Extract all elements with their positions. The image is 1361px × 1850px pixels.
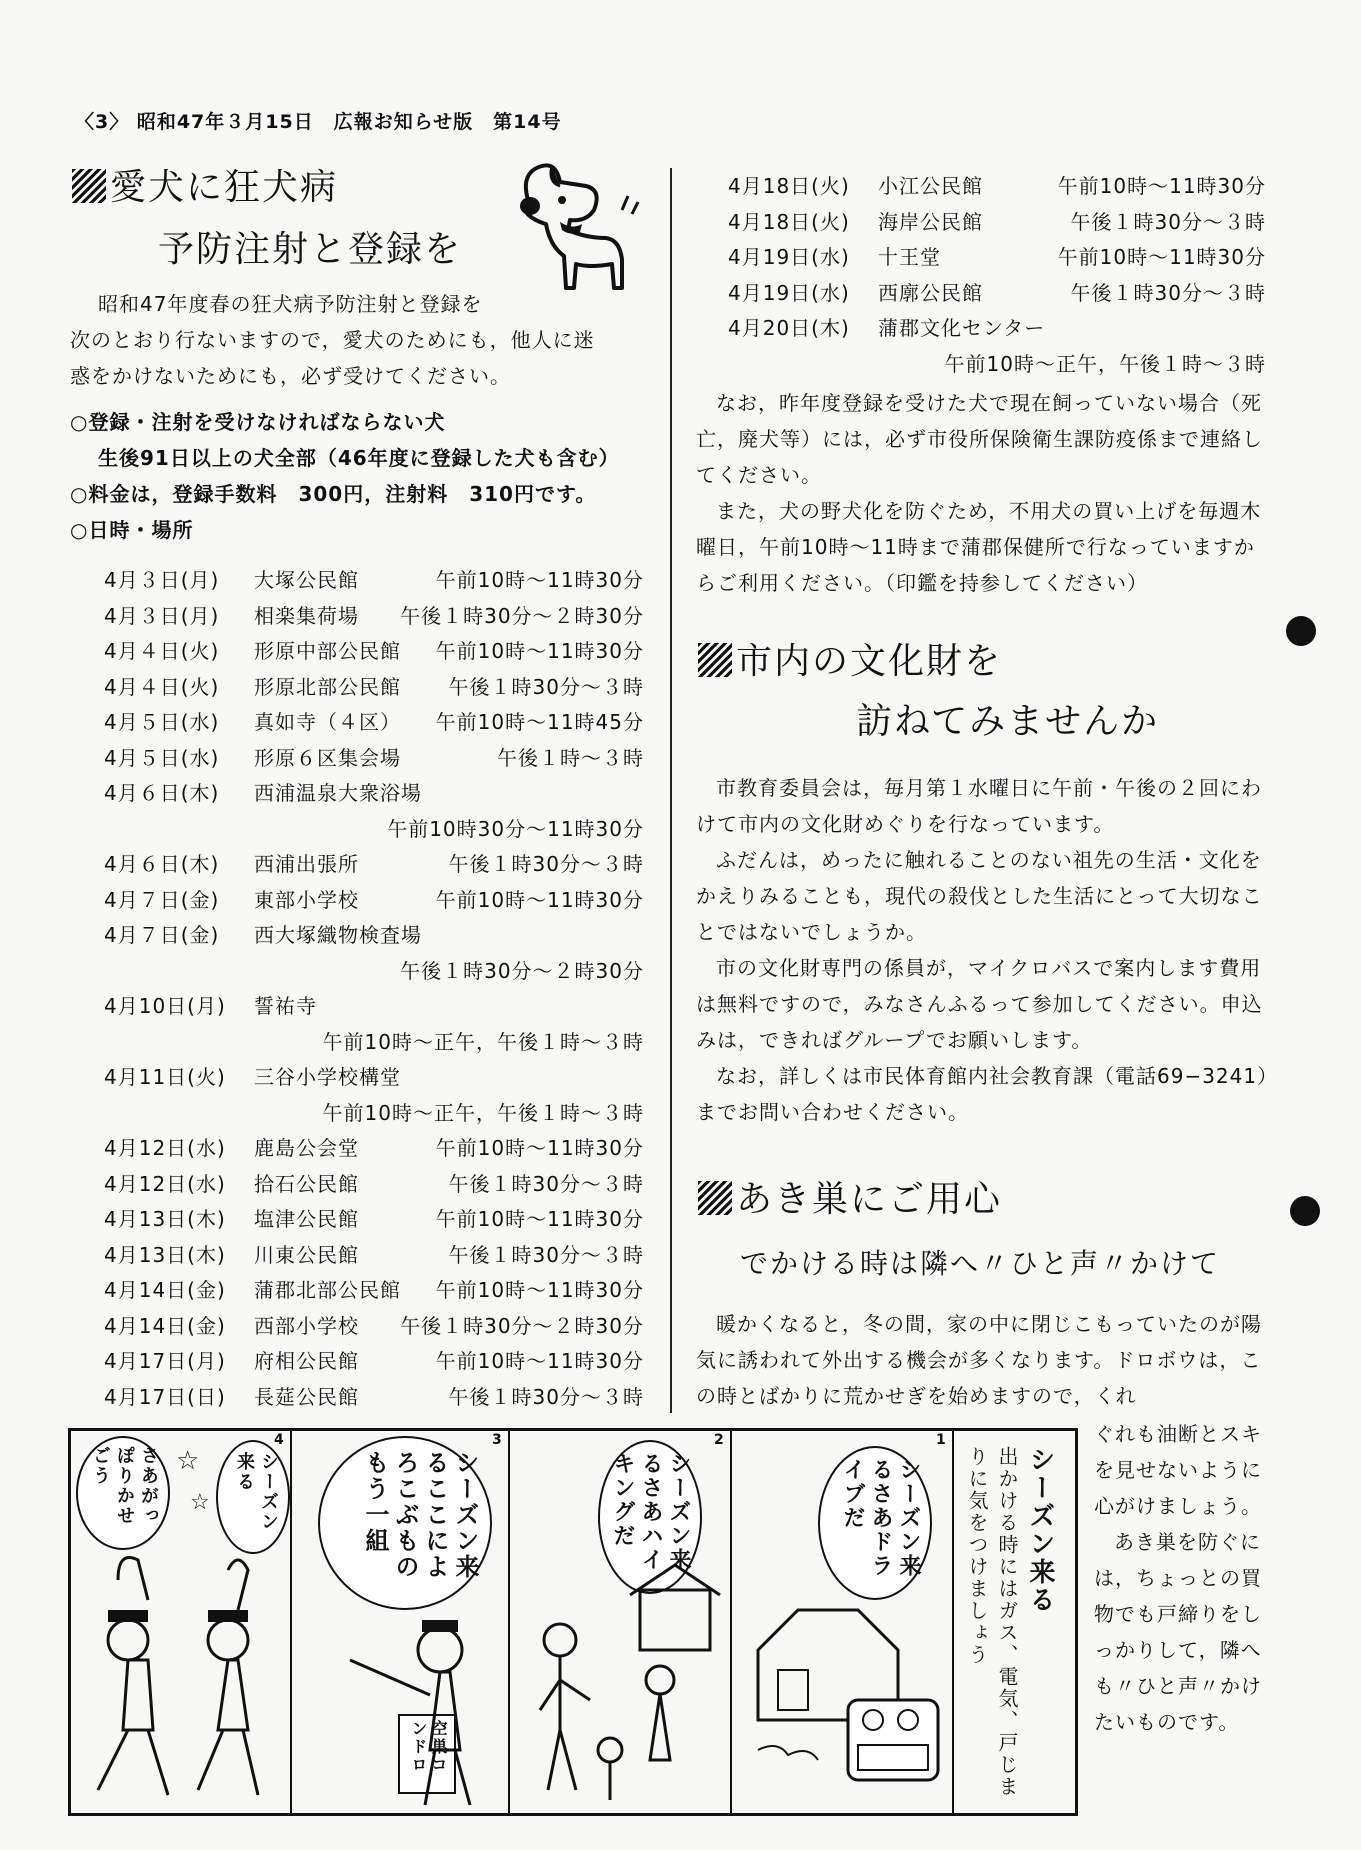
schedule-time: 午前10時〜11時30分 <box>435 1207 644 1231</box>
schedule-place: 西浦温泉大衆浴場 <box>254 781 422 805</box>
schedule-place: 東部小学校 <box>254 887 359 912</box>
schedule-time: 午後１時30分〜３時 <box>448 852 644 876</box>
fee-text: ○料金は，登録手数料 300円，注射料 310円です。 <box>70 482 597 506</box>
schedule-place: 海岸公民館 <box>878 209 983 234</box>
culture-title-text: 市内の文化財を <box>736 641 1003 682</box>
schedule-row <box>104 955 644 991</box>
schedule-row <box>104 848 644 884</box>
schedule-place: 鹿島公会堂 <box>254 1136 359 1160</box>
culture-title-line1 <box>698 640 1002 684</box>
two-burglars-drawing-icon <box>78 1540 288 1810</box>
panel3-bubble-text: シーズン来るここによろこぶものもう一組 <box>361 1450 479 1580</box>
schedule-time: 午前10時〜11時45分 <box>435 710 644 734</box>
side-paragraph: あき巣を防ぐには，ちょっとの買物でも戸締りをしっかりして，隣へも〃ひと声〃かけたいものです。 <box>1094 1530 1262 1734</box>
schedule-row <box>104 1132 644 1168</box>
schedule-place: 真如寺（４区） <box>254 710 401 734</box>
schedule-date: 4月５日(水) <box>104 745 220 770</box>
rabies-title-line2: 予防注射と登録を <box>158 229 463 270</box>
star-icon: ☆ <box>190 1490 210 1515</box>
schedule-date: 4月19日(水) <box>728 245 850 269</box>
schedule-row <box>104 1239 644 1275</box>
schedule-time: 午前10時〜11時30分 <box>435 639 644 663</box>
culture-paragraph: ふだんは，めったに触れることのない祖先の生活・文化をかえりみることも，現代の殺伐とした生活にとって大切なことではないでしょうか。 <box>696 848 1263 944</box>
schedule-row <box>728 170 1266 206</box>
schedule-place: 形原北部公民館 <box>254 674 401 699</box>
note-paragraph: なお，昨年度登録を受けた犬で現在飼っていない場合（死亡，廃犬等）には，必ず市役所保険衛生課防疫係まで連絡してください。 <box>696 391 1263 487</box>
schedule-row <box>104 742 644 778</box>
binder-hole-icon <box>1286 616 1316 646</box>
schedule-date: 4月６日(木) <box>104 852 220 876</box>
schedule-label: ○日時・場所 <box>70 518 194 542</box>
schedule-time: 午前10時〜11時30分 <box>435 1278 644 1302</box>
hatch-mark-icon <box>698 1181 732 1215</box>
page-header: 〈3〉 昭和47年３月15日 広報お知らせ版 第14号 <box>75 111 562 133</box>
schedule-date: 4月20日(木) <box>728 316 850 340</box>
schedule-place: 大塚公民館 <box>254 568 359 592</box>
schedule-time: 午前10時30分〜11時30分 <box>387 816 644 841</box>
culture-paragraph: なお，詳しくは市民体育館内社会教育課（電話69−3241）までお問い合わせください。 <box>696 1064 1269 1124</box>
schedule-time: 午後１時30分〜３時 <box>1070 280 1266 305</box>
burglary-side-text <box>1094 1416 1272 1740</box>
star-icon: ☆ <box>176 1446 200 1476</box>
schedule-place: 西部小学校 <box>254 1313 359 1338</box>
schedule-row <box>104 1274 644 1310</box>
schedule-row <box>104 600 644 636</box>
schedule-row <box>104 990 644 1026</box>
schedule-place: 十王堂 <box>878 245 941 269</box>
schedule-date: 4月14日(金) <box>104 1278 226 1302</box>
schedule-row <box>104 777 644 813</box>
panel-divider <box>952 1428 954 1816</box>
schedule-date: 4月18日(火) <box>728 209 850 234</box>
schedule-place: 西浦出張所 <box>254 852 359 876</box>
schedule-row <box>728 348 1266 384</box>
side-paragraph: ぐれも油断とスキを見せないように心がけましょう。 <box>1094 1422 1262 1518</box>
schedule-time: 午後１時30分〜３時 <box>448 1171 644 1196</box>
schedule-place: 誓祐寺 <box>254 994 317 1018</box>
panel3-sign-text: 空巣コンドロ <box>409 1720 448 1774</box>
schedule-place: 小江公民館 <box>878 174 983 198</box>
panel2-bubble-text: シーズン来るさあハイキングだ <box>610 1452 691 1572</box>
note-paragraph: また，犬の野犬化を防ぐため，不用犬の買い上げを毎週木曜日，午前10時〜11時まで蒲郡保健所で行なっていますからご利用ください。（印鑑を持参してください） <box>696 499 1262 595</box>
schedule-time: 午前10時〜11時30分 <box>1057 245 1266 269</box>
schedule-time: 午後１時30分〜３時 <box>448 674 644 699</box>
rabies-intro <box>70 286 650 394</box>
column-divider <box>670 168 672 1413</box>
schedule-row <box>104 1168 644 1204</box>
schedule-date: 4月13日(木) <box>104 1242 226 1267</box>
schedule-row <box>728 277 1266 313</box>
schedule-list-left <box>104 564 644 1416</box>
car-house-drawing-icon <box>748 1580 948 1800</box>
schedule-row <box>104 1097 644 1133</box>
schedule-time: 午前10時〜11時30分 <box>435 1349 644 1373</box>
panel-divider <box>508 1428 510 1816</box>
schedule-row <box>104 635 644 671</box>
culture-body <box>696 770 1272 1130</box>
schedule-row <box>104 706 644 742</box>
schedule-date: 4月11日(火) <box>104 1065 226 1089</box>
schedule-place: 西廓公民館 <box>878 280 983 305</box>
schedule-time: 午前10時〜11時30分 <box>1057 174 1266 198</box>
schedule-date: 4月４日(火) <box>104 639 220 663</box>
panel-divider <box>290 1428 292 1816</box>
man-pointing-drawing-icon <box>330 1600 500 1810</box>
schedule-date: 4月14日(金) <box>104 1313 226 1338</box>
schedule-date: 4月３日(月) <box>104 603 220 628</box>
schedule-place: 拾石公民館 <box>254 1171 359 1196</box>
schedule-time: 午前10時〜正午，午後１時〜３時 <box>322 1029 644 1054</box>
burglary-paragraph: 暖かくなると，冬の間，家の中に閉じこもっていたのが陽気に誘われて外出する機会が多くなります。ドロボウは，この時とばかりに荒かせぎを始めますので，くれ <box>696 1312 1262 1408</box>
schedule-date: 4月12日(水) <box>104 1136 226 1160</box>
schedule-row <box>728 241 1266 277</box>
schedule-place: 蒲郡北部公民館 <box>254 1278 401 1302</box>
schedule-place: 塩津公民館 <box>254 1207 359 1231</box>
schedule-time: 午前10時〜11時30分 <box>435 887 644 912</box>
schedule-list-right <box>728 170 1266 383</box>
schedule-place: 蒲郡文化センター <box>878 316 1046 340</box>
schedule-row <box>728 312 1266 348</box>
schedule-row <box>104 919 644 955</box>
schedule-date: 4月13日(木) <box>104 1207 226 1231</box>
schedule-date: 4月17日(日) <box>104 1384 226 1409</box>
schedule-place: 形原中部公民館 <box>254 639 401 663</box>
schedule-date: 4月４日(火) <box>104 674 220 699</box>
intro-line-2: 次のとおり行ないますので，愛犬のためにも，他人に迷 <box>70 328 595 352</box>
rabies-notes <box>696 385 1272 601</box>
target-label: ○登録・注射を受けなければならない犬 <box>70 410 446 434</box>
panel4-left-bubble-text: さあがっぽりかせごう <box>90 1446 159 1526</box>
schedule-time: 午後１時30分〜２時30分 <box>400 958 644 983</box>
schedule-place: 相楽集荷場 <box>254 603 359 628</box>
schedule-date: 4月12日(水) <box>104 1171 226 1196</box>
panel-number: 4 <box>274 1432 284 1448</box>
schedule-time: 午後１時30分〜３時 <box>448 1384 644 1409</box>
intro-line-1: 昭和47年度春の狂犬病予防注射と登録を <box>98 292 483 316</box>
schedule-row <box>104 1381 644 1417</box>
schedule-row <box>104 1026 644 1062</box>
schedule-row <box>104 1310 644 1346</box>
rabies-title-line1 <box>72 166 338 210</box>
schedule-row <box>104 671 644 707</box>
schedule-date: 4月３日(月) <box>104 568 220 592</box>
intro-line-3: 惑をかけないためにも，必ず受けてください。 <box>70 364 511 388</box>
binder-hole-icon <box>1290 1196 1320 1226</box>
schedule-row <box>104 1345 644 1381</box>
schedule-date: 4月10日(月) <box>104 994 226 1018</box>
schedule-row <box>728 206 1266 242</box>
panel-number: 3 <box>492 1432 502 1448</box>
schedule-row <box>104 564 644 600</box>
schedule-place: 長莚公民館 <box>254 1384 359 1409</box>
schedule-time: 午前10時〜11時30分 <box>435 1136 644 1160</box>
schedule-date: 4月19日(水) <box>728 280 850 305</box>
schedule-date: 4月18日(火) <box>728 174 850 198</box>
schedule-date: 4月７日(金) <box>104 923 220 947</box>
schedule-place: 西大塚織物検査場 <box>254 923 422 947</box>
culture-paragraph: 市教育委員会は，毎月第１水曜日に午前・午後の２回にわけて市内の文化財めぐりを行なっています。 <box>696 776 1262 836</box>
hatch-mark-icon <box>72 169 106 203</box>
panel-number: 2 <box>714 1432 724 1448</box>
culture-title-line2: 訪ねてみませんか <box>856 701 1160 742</box>
comic-caption-text: 出かける時にはガス、電気、戸じまりに気をつけましょう <box>965 1446 1019 1798</box>
schedule-time: 午前10時〜11時30分 <box>435 568 644 592</box>
dog-illustration-icon <box>490 160 640 300</box>
schedule-time: 午後１時30分〜３時 <box>448 1242 644 1267</box>
burglary-title-text: あき巣にご用心 <box>736 1179 1003 1220</box>
schedule-date: 4月17日(月) <box>104 1349 226 1373</box>
panel-number: 1 <box>936 1432 946 1448</box>
schedule-time: 午後１時30分〜２時30分 <box>400 1313 644 1338</box>
rabies-title-text: 愛犬に狂犬病 <box>110 167 339 208</box>
schedule-row <box>104 1061 644 1097</box>
burglary-body <box>696 1306 1272 1414</box>
comic-caption-title: シーズン来る <box>1025 1446 1055 1614</box>
culture-paragraph: 市の文化財専門の係員が，マイクロバスで案内します費用は無料ですので，みなさんふるって参加してください。申込みは，できればグループでお願いします。 <box>696 956 1263 1052</box>
panel-divider <box>730 1428 732 1816</box>
schedule-time: 午後１時30分〜３時 <box>1070 209 1266 234</box>
hiking-family-drawing-icon <box>520 1560 725 1810</box>
burglary-subtitle: でかける時は隣へ〃ひと声〃かけて <box>740 1247 1221 1280</box>
schedule-place: 形原６区集会場 <box>254 745 401 770</box>
schedule-time: 午前10時〜正午，午後１時〜３時 <box>944 351 1266 376</box>
panel4-right-bubble-text: シーズン来る <box>234 1452 279 1532</box>
schedule-row <box>104 813 644 849</box>
burglary-title <box>698 1178 1002 1222</box>
schedule-time: 午前10時〜正午，午後１時〜３時 <box>322 1100 644 1125</box>
schedule-place: 府相公民館 <box>254 1349 359 1373</box>
panel1-bubble-text: シーズン来るさあドライブだ <box>840 1458 921 1578</box>
schedule-place: 川東公民館 <box>254 1242 359 1267</box>
schedule-date: 4月５日(水) <box>104 710 220 734</box>
schedule-row <box>104 884 644 920</box>
schedule-time: 午後１時30分〜２時30分 <box>400 603 644 628</box>
hatch-mark-icon <box>698 643 732 677</box>
schedule-row <box>104 1203 644 1239</box>
schedule-date: 4月６日(木) <box>104 781 220 805</box>
target-text: 生後91日以上の犬全部（46年度に登録した犬も含む） <box>98 446 620 470</box>
schedule-date: 4月７日(金) <box>104 887 220 912</box>
schedule-place: 三谷小学校構堂 <box>254 1065 401 1089</box>
schedule-time: 午後１時〜３時 <box>497 745 644 770</box>
